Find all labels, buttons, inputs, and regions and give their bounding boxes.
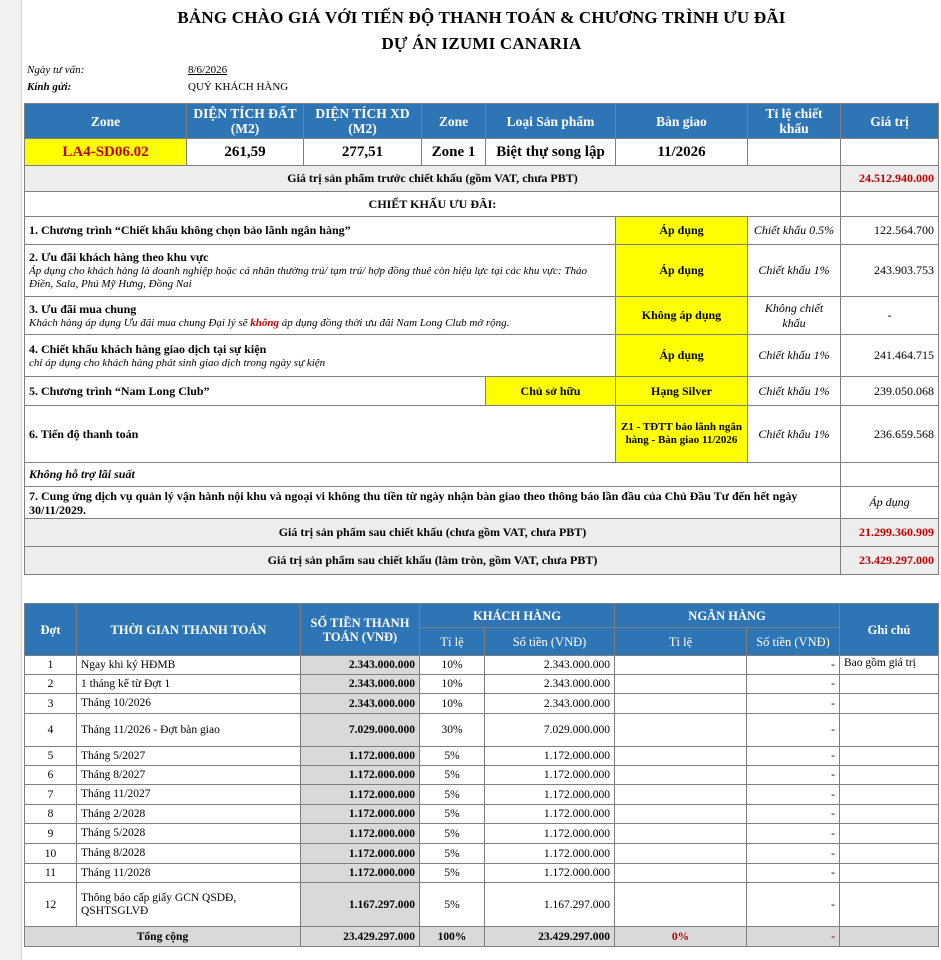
payment-period: 1 (25, 656, 77, 675)
payment-row (25, 694, 939, 714)
discount-row (25, 377, 939, 406)
payment-time: Tháng 2/2028 (77, 805, 301, 824)
discount-row (25, 406, 939, 463)
payment-time: Tháng 10/2026 (77, 694, 301, 714)
discount-heading: CHIẾT KHẤU ƯU ĐÃI: (25, 192, 841, 217)
payment-period: 12 (25, 883, 77, 927)
payment-amount: 1.172.000.000 (301, 805, 420, 824)
payment-row (25, 656, 939, 675)
customer-rate: 5% (420, 864, 485, 883)
col-bank-rate: Tỉ lệ (615, 628, 747, 656)
discount-status: Không áp dụng (616, 297, 748, 335)
customer-money: 1.172.000.000 (485, 864, 615, 883)
total-bank-rate: 0% (615, 927, 747, 947)
payment-amount: 1.172.000.000 (301, 844, 420, 864)
col-period: Đợt (25, 604, 77, 656)
payment-row (25, 747, 939, 766)
discount-row (25, 245, 939, 297)
discount-value: 241.464.715 (841, 335, 939, 377)
payment-header-row (25, 604, 939, 628)
discount-row (25, 297, 939, 335)
bank-money: - (747, 766, 840, 785)
discount-value: - (841, 297, 939, 335)
payment-time: Tháng 8/2028 (77, 844, 301, 864)
payment-note (840, 883, 939, 927)
col-zone-code: Zone (25, 104, 187, 139)
payment-note (840, 805, 939, 824)
bank-money: - (747, 824, 840, 844)
payment-row (25, 844, 939, 864)
customer-money: 2.343.000.000 (485, 694, 615, 714)
payment-note (840, 747, 939, 766)
discount-description: Khách hàng áp dụng Ưu đãi mua chung Đại lý sẽ không áp dụng đồng thời ưu đãi Nam Long Club mở rộng. (29, 316, 510, 329)
payment-amount: 1.172.000.000 (301, 747, 420, 766)
bank-money: - (747, 844, 840, 864)
recipient-label: Kính gửi: (27, 81, 72, 93)
customer-rate: 10% (420, 656, 485, 675)
payment-period: 4 (25, 714, 77, 747)
payment-row (25, 864, 939, 883)
payment-time: Ngay khi ký HĐMB (77, 656, 301, 675)
discount-title: 5. Chương trình “Nam Long Club” (25, 377, 486, 406)
customer-rate: 5% (420, 747, 485, 766)
product-row (25, 139, 939, 166)
bank-rate (615, 747, 747, 766)
payment-amount: 2.343.000.000 (301, 675, 420, 694)
bank-rate (615, 656, 747, 675)
payment-note (840, 714, 939, 747)
build-area: 277,51 (304, 139, 422, 166)
payment-time: Thông báo cấp giấy GCN QSDĐ, QSHTSGLVĐ (77, 883, 301, 927)
product-type: Biệt thự song lập (486, 139, 616, 166)
payment-period: 9 (25, 824, 77, 844)
discount-rate-empty (748, 139, 841, 166)
discount-value: 243.903.753 (841, 245, 939, 297)
discount-status: Z1 - TĐTT bảo lãnh ngân hàng - Bàn giao 11/2026 (616, 406, 748, 463)
col-build-area: DIỆN TÍCH XD (M2) (304, 104, 422, 139)
discount-rate: Chiết khấu 1% (748, 335, 841, 377)
no-interest-label: Không hỗ trợ lãi suất (25, 463, 841, 487)
col-discount-rate: Tỉ lệ chiết khấu (748, 104, 841, 139)
payment-row (25, 883, 939, 927)
product-code[interactable]: LA4-SD06.02 (25, 139, 187, 166)
customer-rate: 10% (420, 675, 485, 694)
col-product-type: Loại Sản phẩm (486, 104, 616, 139)
product-header-row (25, 104, 939, 139)
service-status: Áp dụng (841, 487, 939, 519)
discount-rate: Chiết khấu 1% (748, 245, 841, 297)
payment-period: 3 (25, 694, 77, 714)
bank-money: - (747, 714, 840, 747)
recipient-value: QUÝ KHÁCH HÀNG (188, 81, 289, 93)
col-handover: Bàn giao (616, 104, 748, 139)
payment-amount: 1.172.000.000 (301, 766, 420, 785)
bank-money: - (747, 694, 840, 714)
col-zone: Zone (422, 104, 486, 139)
discount-description: chỉ áp dụng cho khách hàng phát sinh giao dịch trong ngày sự kiện (29, 356, 326, 369)
service-note: 7. Cung ứng dịch vụ quản lý vận hành nội khu và ngoại vi không thu tiền từ ngày nhận bàn giao theo thông báo lần đầu của Chủ Đầu Tư đến hết ngày 30/11/2029. (25, 487, 841, 519)
discount-rate: Không chiết khấu (748, 297, 841, 335)
payment-note: Bao gồm giá trị (840, 656, 939, 675)
bank-rate (615, 824, 747, 844)
total-customer-rate: 100% (420, 927, 485, 947)
customer-rate: 30% (420, 714, 485, 747)
discount-description: Áp dụng cho khách hàng là doanh nghiệp hoặc cá nhân thường trú/ tạm trú/ hợp đồng thuê còn hiệu lực tại các khu vực: Thảo Điền, Sala, Phú Mỹ Hưng, Đồng Nai (29, 265, 587, 290)
bank-money: - (747, 656, 840, 675)
customer-rate: 5% (420, 844, 485, 864)
payment-period: 7 (25, 785, 77, 805)
customer-rate: 5% (420, 766, 485, 785)
discount-value: 239.050.068 (841, 377, 939, 406)
value-empty (841, 139, 939, 166)
payment-row (25, 675, 939, 694)
product-table (24, 103, 938, 575)
payment-note (840, 675, 939, 694)
after-rounded-label: Giá trị sản phẩm sau chiết khấu (làm tròn, gồm VAT, chưa PBT) (25, 547, 841, 575)
page-title: BẢNG CHÀO GIÁ VỚI TIẾN ĐỘ THANH TOÁN & CHƯƠNG TRÌNH ƯU ĐÃI (177, 8, 786, 27)
pre-discount-value: 24.512.940.000 (841, 166, 939, 192)
discount-title: 4. Chiết khấu khách hàng giao dịch tại sự kiện (29, 341, 267, 356)
payment-period: 10 (25, 844, 77, 864)
payment-row (25, 824, 939, 844)
payment-amount: 2.343.000.000 (301, 694, 420, 714)
service-row (25, 487, 939, 519)
payment-note (840, 864, 939, 883)
bank-rate (615, 883, 747, 927)
col-payment-time: THỜI GIAN THANH TOÁN (77, 604, 301, 656)
date-value: 8/6/2026 (188, 64, 228, 76)
payment-total-row (25, 927, 939, 947)
payment-time: Tháng 5/2028 (77, 824, 301, 844)
payment-note (840, 694, 939, 714)
payment-table (24, 603, 938, 947)
bank-money: - (747, 785, 840, 805)
pre-discount-row (25, 166, 939, 192)
discount-rate: Chiết khấu 1% (748, 377, 841, 406)
col-note: Ghi chú (840, 604, 939, 656)
customer-rate: 5% (420, 824, 485, 844)
payment-note (840, 766, 939, 785)
customer-money: 1.172.000.000 (485, 805, 615, 824)
customer-rate: 10% (420, 694, 485, 714)
discount-title: 1. Chương trình “Chiết khấu không chọn bảo lãnh ngân hàng” (25, 217, 616, 245)
bank-rate (615, 844, 747, 864)
after-rounded-row (25, 547, 939, 575)
col-payment-amount: SỐ TIỀN THANH TOÁN (VNĐ) (301, 604, 420, 656)
bank-rate (615, 714, 747, 747)
payment-time: Tháng 8/2027 (77, 766, 301, 785)
zone-value: Zone 1 (422, 139, 486, 166)
after-discount-label: Giá trị sản phẩm sau chiết khấu (chưa gồm VAT, chưa PBT) (25, 519, 841, 547)
discount-title: 6. Tiến độ thanh toán (25, 406, 616, 463)
col-land-area: DIỆN TÍCH ĐẤT (M2) (187, 104, 304, 139)
customer-money: 1.172.000.000 (485, 747, 615, 766)
discount-rate: Chiết khấu 1% (748, 406, 841, 463)
bank-rate (615, 805, 747, 824)
col-customer-money: Số tiền (VNĐ) (485, 628, 615, 656)
bank-money: - (747, 747, 840, 766)
discount-title: 3. Ưu đãi mua chung (29, 301, 137, 316)
no-interest-row (25, 463, 939, 487)
spreadsheet-row-gutter (0, 0, 22, 960)
after-rounded-value: 23.429.297.000 (841, 547, 939, 575)
customer-rate: 5% (420, 883, 485, 927)
empty-cell (841, 463, 939, 487)
empty-cell (840, 927, 939, 947)
after-discount-value: 21.299.360.909 (841, 519, 939, 547)
discount-title: 2. Ưu đãi khách hàng theo khu vực (29, 250, 209, 264)
discount-status: Áp dụng (616, 217, 748, 245)
customer-money: 1.172.000.000 (485, 824, 615, 844)
payment-period: 2 (25, 675, 77, 694)
payment-row (25, 805, 939, 824)
payment-time: 1 tháng kể từ Đợt 1 (77, 675, 301, 694)
customer-money: 1.172.000.000 (485, 766, 615, 785)
discount-value: 122.564.700 (841, 217, 939, 245)
payment-period: 5 (25, 747, 77, 766)
customer-rate: 5% (420, 785, 485, 805)
col-customer: KHÁCH HÀNG (420, 604, 615, 628)
payment-amount: 1.172.000.000 (301, 864, 420, 883)
col-customer-rate: Tỉ lệ (420, 628, 485, 656)
customer-money: 1.172.000.000 (485, 844, 615, 864)
payment-time: Tháng 11/2028 (77, 864, 301, 883)
payment-note (840, 844, 939, 864)
discount-status: Hạng Silver (616, 377, 748, 406)
bank-rate (615, 864, 747, 883)
handover-date: 11/2026 (616, 139, 748, 166)
date-label: Ngày tư vấn: (27, 64, 85, 76)
empty-cell (841, 192, 939, 217)
discount-rate: Chiết khấu 0.5% (748, 217, 841, 245)
payment-time: Tháng 11/2026 - Đợt bàn giao (77, 714, 301, 747)
payment-amount: 1.167.297.000 (301, 883, 420, 927)
payment-amount: 1.172.000.000 (301, 785, 420, 805)
customer-money: 1.167.297.000 (485, 883, 615, 927)
customer-money: 2.343.000.000 (485, 675, 615, 694)
payment-note (840, 785, 939, 805)
payment-period: 8 (25, 805, 77, 824)
col-bank-money: Số tiền (VNĐ) (747, 628, 840, 656)
discount-heading-row (25, 192, 939, 217)
payment-row (25, 714, 939, 747)
payment-time: Tháng 11/2027 (77, 785, 301, 805)
payment-period: 11 (25, 864, 77, 883)
bank-rate (615, 766, 747, 785)
bank-money: - (747, 883, 840, 927)
total-amount: 23.429.297.000 (301, 927, 420, 947)
after-discount-row (25, 519, 939, 547)
bank-money: - (747, 675, 840, 694)
customer-money: 7.029.000.000 (485, 714, 615, 747)
total-customer-money: 23.429.297.000 (485, 927, 615, 947)
payment-rows (25, 656, 939, 927)
total-bank-money: - (747, 927, 840, 947)
discount-value: 236.659.568 (841, 406, 939, 463)
payment-note (840, 824, 939, 844)
bank-rate (615, 785, 747, 805)
discount-status: Áp dụng (616, 245, 748, 297)
col-value: Giá trị (841, 104, 939, 139)
discount-row (25, 217, 939, 245)
land-area: 261,59 (187, 139, 304, 166)
customer-money: 1.172.000.000 (485, 785, 615, 805)
payment-row (25, 766, 939, 785)
bank-money: - (747, 864, 840, 883)
payment-amount: 2.343.000.000 (301, 656, 420, 675)
customer-money: 2.343.000.000 (485, 656, 615, 675)
payment-amount: 1.172.000.000 (301, 824, 420, 844)
payment-time: Tháng 5/2027 (77, 747, 301, 766)
payment-period: 6 (25, 766, 77, 785)
discount-row (25, 335, 939, 377)
bank-rate (615, 675, 747, 694)
project-title: DỰ ÁN IZUMI CANARIA (381, 34, 582, 53)
discount-status: Áp dụng (616, 335, 748, 377)
col-bank: NGÂN HÀNG (615, 604, 840, 628)
payment-row (25, 785, 939, 805)
bank-rate (615, 694, 747, 714)
owner-badge: Chủ sở hữu (486, 377, 616, 406)
customer-rate: 5% (420, 805, 485, 824)
payment-amount: 7.029.000.000 (301, 714, 420, 747)
pre-discount-label: Giá trị sản phẩm trước chiết khấu (gồm VAT, chưa PBT) (25, 166, 841, 192)
total-label: Tổng cộng (25, 927, 301, 947)
bank-money: - (747, 805, 840, 824)
